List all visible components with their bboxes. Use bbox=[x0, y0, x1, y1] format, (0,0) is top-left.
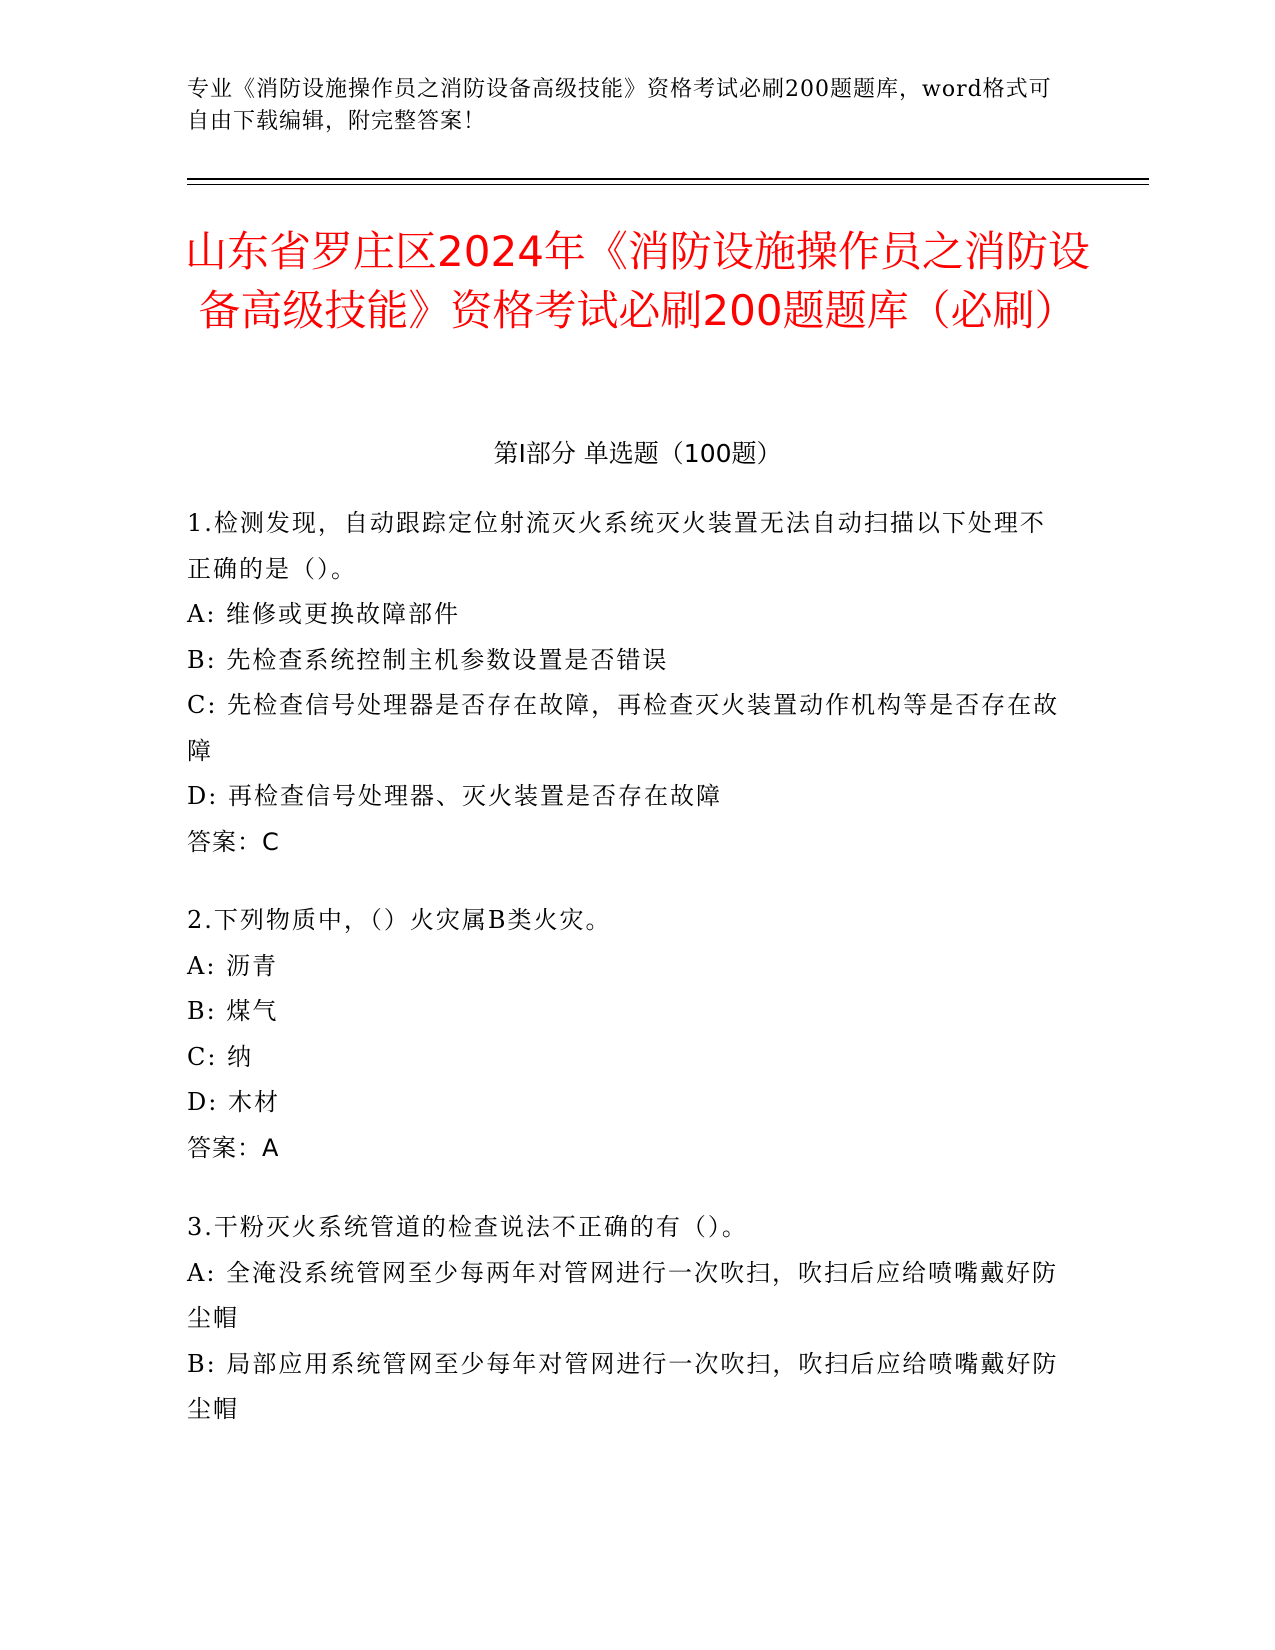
question-1 bbox=[187, 501, 1067, 865]
question-2 bbox=[187, 898, 1067, 1171]
header-note: 专业《消防设施操作员之消防设备高级技能》资格考试必刷200题题库，word格式可自由下载编辑，附完整答案！ bbox=[187, 77, 1052, 134]
header-rule-thin bbox=[187, 184, 1149, 185]
option-b: B: 煤气 bbox=[187, 997, 279, 1025]
answer: 答案：C bbox=[187, 827, 280, 856]
section-heading: 第I部分 单选题（100题） bbox=[493, 439, 782, 468]
header-rule-thick bbox=[187, 178, 1149, 180]
option-a: A: 维修或更换故障部件 bbox=[187, 600, 461, 628]
option-a: A: 沥青 bbox=[187, 951, 279, 980]
question-stem: 1.检测发现，自动跟踪定位射流灭火系统灭火装置无法自动扫描以下处理不正确的是（）。 bbox=[187, 509, 1046, 583]
option-d: D: 木材 bbox=[187, 1088, 280, 1116]
question-stem: 3.干粉灭火系统管道的检查说法不正确的有（）。 bbox=[187, 1213, 748, 1241]
option-c: C: 先检查信号处理器是否存在故障，再检查灭火装置动作机构等是否存在故障 bbox=[187, 691, 1060, 765]
option-a: A: 全淹没系统管网至少每两年对管网进行一次吹扫，吹扫后应给喷嘴戴好防尘帽 bbox=[187, 1258, 1059, 1332]
option-c: C: 纳 bbox=[187, 1042, 254, 1071]
question-3 bbox=[187, 1205, 1067, 1433]
question-stem: 2.下列物质中，（）火灾属B类火灾。 bbox=[187, 906, 612, 934]
option-b: B: 局部应用系统管网至少每年对管网进行一次吹扫，吹扫后应给喷嘴戴好防尘帽 bbox=[187, 1349, 1059, 1423]
answer: 答案：A bbox=[187, 1133, 280, 1162]
document-title: 山东省罗庄区2024年《消防设施操作员之消防设备高级技能》资格考试必刷200题题库（必刷） bbox=[185, 227, 1090, 335]
option-d: D: 再检查信号处理器、灭火装置是否存在故障 bbox=[187, 782, 722, 810]
option-b: B: 先检查系统控制主机参数设置是否错误 bbox=[187, 645, 669, 674]
